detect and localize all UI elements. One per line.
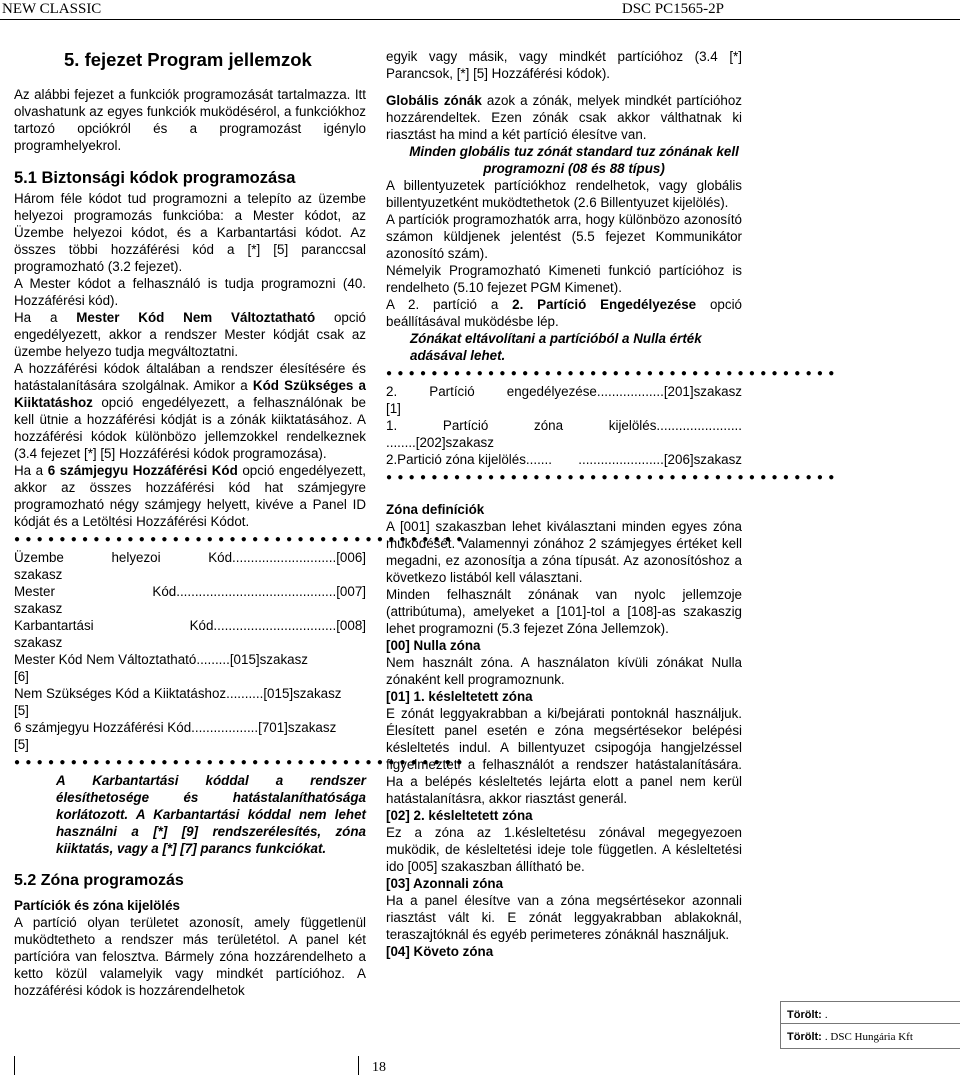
s51-p3-bold: Mester Kód Nem Változtatható: [76, 310, 316, 325]
s52-subtitle: Partíciók és zóna kijelölés: [14, 898, 180, 913]
zone-02-text: Ez a zóna az 1.késleltetésu zónával megegyezoen muködik, de késleltetési ideje tole független. A késleltetési ido [005] szakaszban állítható be.: [386, 825, 742, 874]
list-item: Nem Szükséges Kód a Kiiktatáshoz..........[015]szakasz: [14, 686, 342, 701]
bullet-divider: ●●●●●●●●●●●●●●●●●●●●●●●●●●●●●●●●●●●●●●●●: [386, 368, 840, 379]
partition-list: [386, 383, 742, 468]
list-item-label: Üzembe: [14, 550, 64, 565]
header-right: DSC PC1565-2P: [621, 1, 724, 17]
zone-01-title: [01] 1. késleltetett zóna: [386, 689, 533, 704]
spacer: [386, 487, 742, 501]
bullet-divider: ●●●●●●●●●●●●●●●●●●●●●●●●●●●●●●●●●●●●●●●●: [14, 757, 468, 768]
list-item-cont: szakasz: [14, 635, 63, 650]
list-item: Mester Kód Nem Változtatható.........[015]szakasz: [14, 652, 308, 667]
right-column: [386, 48, 840, 960]
zone-00-text: Nem használt zóna. A használaton kívüli zónákat Nulla zónaként kell programoznunk.: [386, 655, 742, 687]
balloon-text: .: [824, 1009, 828, 1021]
list-item-label: 2.Partició zóna kijelölés.......: [386, 452, 552, 467]
list-item-ref: .......................[206]szakasz: [578, 452, 742, 467]
chapter-title: 5. fejezet Program jellemzok: [64, 49, 312, 70]
list-item-cont: [5]: [14, 703, 29, 718]
spacer: [386, 82, 742, 92]
s51-p5-bold: 6 számjegyu Hozzáférési Kód: [47, 463, 238, 478]
zone-03-text: Ha a panel élesítve van a zóna megsértésekor azonnali riasztást vált ki. E zónát leggyakrabban ablakoknál, teraszajtóknál és egyéb perimeteres zónáknál használjuk.: [386, 893, 742, 942]
header-left: NEW CLASSIC: [2, 1, 102, 17]
remove-zone-note: Zónákat eltávolítani a partícióból a Nulla érték adásával lehet.: [410, 331, 702, 363]
balloon-label: Törölt:: [787, 1009, 822, 1021]
global-zones-bold: Globális zónák: [386, 93, 482, 108]
enable-c: opció beállításával muködésbe lép.: [386, 297, 742, 329]
s51-p5-a: Ha a: [14, 463, 48, 478]
zone-01-text: E zónát leggyakrabban a ki/bejárati pontoknál használjuk. Élesített panel esetén e zóna megsértésekor belépési késleltetés indul. A billentyuzet csipogója hangjelzéssel figyelmezteti a felhasználót a rendszer hatástalanítására. Ha a belépés késleltetés lejárta elott a panel nem kerül hatástalanításra, akkor riasztást generál.: [386, 706, 742, 806]
list-item-mid: Partíció: [442, 418, 489, 433]
zone-def-title: Zóna definíciók: [386, 502, 485, 517]
zone-def-p1: A [001] szakaszban lehet kiválasztani minden egyes zóna muködését. Valamennyi zónához 2 számjegyes értéket kell megadni, ez azonosítja a zóna típusát. Az azonosítóshoz a következo listából kell választani.: [386, 519, 742, 585]
zone-00-title: [00] Nulla zóna: [386, 638, 481, 653]
s51-p3-c: opció engedélyezett, akkor a rendszer Mester kódját csak az üzembe helyezo tudja megváltoztatni.: [14, 310, 366, 359]
list-item-label: 2.: [386, 384, 398, 399]
s51-p5: [14, 462, 366, 530]
list-item-ref: engedélyezése..................[201]szakasz: [506, 384, 742, 399]
zone-03-title: [03] Azonnali zóna: [386, 876, 504, 891]
list-item: 6 számjegyu Hozzáférési Kód..................[701]szakasz: [14, 720, 337, 735]
page-number: 18: [372, 1060, 386, 1075]
s52-p1: A partíció olyan területet azonosít, amely függetlenül muködtetheto a rendszer más területétol. A panel két partícióra van felosztva. Bármely zóna hozzárendelheto a ketto közül valamelyik vagy mindkét partícióhoz. A hozzáférési kódok is hozzárendelhetok: [14, 915, 366, 998]
s51-p1: Három féle kódot tud programozni a telepíto az üzembe helyezoi programozás funkcióba: a Mester kódot, az Üzembe helyezoi kódot, és a Karbantartási kódot. Az összes többi hozzáférési kód a [*] [5] paranccsal programozható (3.2 fejezet).: [14, 191, 366, 274]
global-fire-note: Minden globális tuz zónát standard tuz zónának kell programozni (08 és 88 típus): [409, 144, 739, 176]
s51-p4-c: opció engedélyezett, a felhasználónak be kell ütnie a hozzáférési kódját is a zónák kiiktatásához. A hozzáférési kódok különbözo jellemzokkel rendelkeznek (3.4 fejezet [*] [5] Hozzáférési kódok programozása).: [14, 395, 366, 461]
s51-p4-bold: Kód Szükséges a Kiiktatáshoz: [14, 378, 367, 410]
list-item-cont: [1]: [386, 401, 401, 416]
global-zones-text: azok a zónák, melyek mindkét partícióhoz hozzárendeltek. Ezen zónák csak akkor válthatnak ki riasztást ha mind a két partíció élesítve van.: [386, 93, 742, 142]
list-item-cont: szakasz: [14, 567, 63, 582]
s51-p2: A Mester kódot a felhasználó is tudja programozni (40. Hozzáférési kód).: [14, 276, 366, 308]
list-item-label: Karbantartási: [14, 618, 94, 633]
s51-p4-a: A hozzáférési kódok általában a rendszer élesítésére és hatástalanítására szolgálnak. Amikor a: [14, 361, 366, 393]
section-5-1-title: 5.1 Biztonsági kódok programozása: [14, 169, 296, 187]
s51-p3-a: Ha a: [14, 310, 77, 325]
balloon-label: Törölt:: [787, 1031, 822, 1043]
r-p-enable: [386, 296, 742, 330]
list-item: [14, 549, 366, 566]
maintenance-note: A Karbantartási kóddal a rendszer élesíthetosége és hatástalaníthatósága korlátozott. A Karbantartási kóddal nem lehet használni a [*] [9] rendszerélesítés, zóna kiiktatás, vagy a [*] [7] parancs funkciókat.: [56, 773, 366, 856]
r-p-account: A partíciók programozhatók arra, hogy különbözo azonosító számon küldjenek jelentést (5.5 fejezet Kommunikátor azonosító szám).: [386, 212, 742, 261]
enable-a: A 2. partíció a: [386, 297, 513, 312]
intro-paragraph: Az alábbi fejezet a funkciók programozását tartalmazza. Itt olvashatunk az egyes funkciók muködésérol, a funkciókhoz tartozó opciókról és a programozást igénylo programhelyekrol.: [14, 87, 366, 153]
list-item-ref: Kód.................................[008]: [189, 618, 366, 633]
r-p-keypad: A billentyuzetek partíciókhoz rendelhetok, vagy globális billentyuzetként muködtethetok (2.6 Billentyuzet kijelölés).: [386, 178, 742, 210]
bullet-divider: ●●●●●●●●●●●●●●●●●●●●●●●●●●●●●●●●●●●●●●●●: [14, 534, 468, 545]
list-item-label: 1.: [386, 418, 398, 433]
zone-02-title: [02] 2. késleltetett zóna: [386, 808, 533, 823]
list-item-mid: Partíció: [429, 384, 475, 399]
list-item: [14, 583, 366, 600]
change-bar: [14, 1056, 15, 1075]
list-item: [386, 451, 742, 468]
change-bar: [358, 1056, 359, 1075]
r-p-pgm: Némelyik Programozható Kimeneti funkció partícióhoz is rendelheto (5.10 fejezet PGM Kimenet).: [386, 263, 742, 295]
r-p-cont: egyik vagy másik, vagy mindkét partícióhoz (3.4 [*] Parancsok, [*] [5] Hozzáférési kódok).: [386, 49, 742, 81]
r-global-zones: [386, 92, 742, 143]
list-item: [14, 617, 366, 634]
page-header: [0, 0, 960, 20]
zone-def-p2: Minden felhasznált zónának van nyolc jellemzoje (attribútuma), amelyeket a [101]-tol a [108]-as szakaszig lehet programozni (5.3 fejezet Zóna Jellemzok).: [386, 587, 742, 636]
deleted-comment-balloon[interactable]: [780, 1023, 960, 1049]
list-item-ref: kijelölés.......................: [608, 418, 742, 433]
list-item-mid2: zóna: [534, 418, 564, 433]
list-item-label: Mester: [14, 584, 55, 599]
list-item-cont: [5]: [14, 737, 29, 752]
list-item: [386, 417, 742, 434]
bullet-divider: ●●●●●●●●●●●●●●●●●●●●●●●●●●●●●●●●●●●●●●●●: [386, 472, 840, 483]
s51-p4: [14, 360, 366, 462]
section-5-2-title: 5.2 Zóna programozás: [14, 872, 184, 889]
list-item-cont: [6]: [14, 669, 29, 684]
list-item: [386, 383, 742, 400]
s51-p5-c: opció engedélyezett, akkor az összes hozzáférési kód hat számjegyre programozható négy számjegy helyett, kivéve a Panel ID kódját és a Letöltési Hozzáférési Kódot.: [14, 463, 367, 529]
prog-list: [14, 549, 366, 753]
enable-bold: 2. Partíció Engedélyezése: [512, 297, 697, 312]
balloon-text: . DSC Hungária Kft: [824, 1031, 913, 1043]
list-item-mid: helyezoi: [111, 550, 161, 565]
list-item-ref: Kód............................[006]: [208, 550, 366, 565]
list-item-cont: szakasz: [14, 601, 63, 616]
zone-04-title: [04] Követo zóna: [386, 944, 494, 959]
s51-p3: [14, 309, 366, 360]
list-item-cont: ........[202]szakasz: [386, 435, 494, 450]
list-item-ref: Kód...........................................[007]: [152, 584, 366, 599]
